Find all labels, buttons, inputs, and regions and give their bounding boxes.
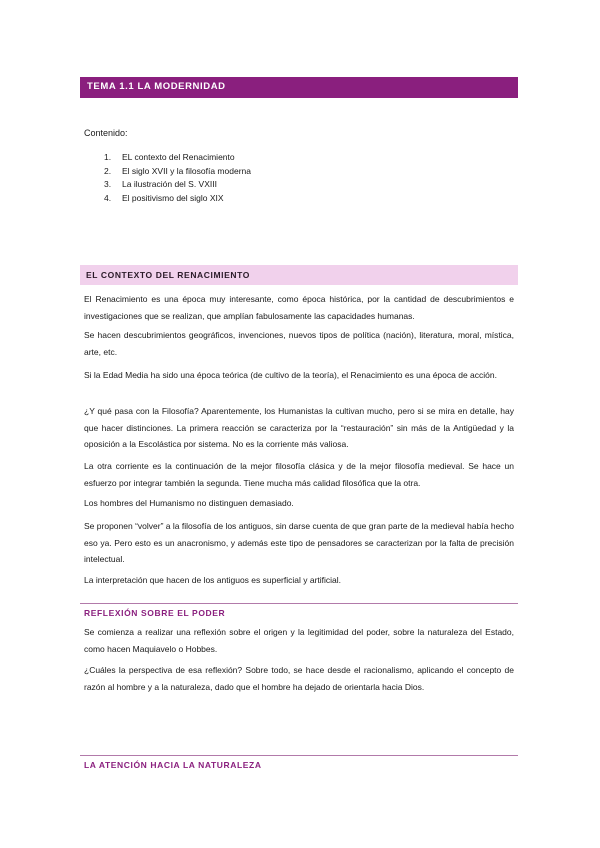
paragraph: La otra corriente es la continuación de la mejor filosofía clásica y de la mejor filosofía medieval. Se hace un esfuerzo por integrar también la segunda. Tiene mucha más calidad filosófica que la otra. (84, 461, 514, 488)
paragraph: Si la Edad Media ha sido una época teórica (de cultivo de la teoría), el Renacimiento es una época de acción. (84, 370, 497, 380)
toc-item-text: EL contexto del Renacimiento (122, 152, 235, 162)
paragraph: ¿Y qué pasa con la Filosofía? Aparentemente, los Humanistas la cultivan mucho, pero si se mira en detalle, hay que hacer distinciones. La primera reacción se caracteriza por la “restauración” sin más de la Antigüedad y la oposición a la Escolástica por sistema. No es la corriente más valiosa. (84, 406, 514, 449)
toc-item-number: 3. (104, 179, 112, 189)
toc-item-number: 1. (104, 152, 112, 162)
paragraph: El Renacimiento es una época muy interesante, como época histórica, por la cantidad de descubrimientos e investigaciones que se realizan, que amplían fabulosamente las capacidades humanas. (84, 294, 514, 321)
toc-item-text: El siglo XVII y la filosofía moderna (122, 165, 251, 176)
tema-title: TEMA 1.1 LA MODERNIDAD (87, 81, 226, 92)
toc-item (104, 178, 251, 192)
toc-item (104, 151, 251, 165)
paragraph: Se comienza a realizar una reflexión sobre el origen y la legitimidad del poder, sobre la naturaleza del Estado, como hacen Maquiavelo o Hobbes. (84, 627, 514, 654)
toc-item-number: 2. (104, 165, 112, 176)
toc-item (104, 192, 251, 206)
paragraph: ¿Cuáles la perspectiva de esa reflexión? Sobre todo, se hace desde el racionalismo, aplicando el concepto de razón al hombre y a la naturaleza, dado que el hombre ha dejado de orientarla hacia Dios. (84, 665, 514, 692)
toc-item-text: El positivismo del siglo XIX (122, 192, 224, 203)
paragraph: Se proponen “volver” a la filosofía de los antiguos, sin darse cuenta de que gran parte de la medieval había hecho eso ya. Pero esto es un anacronismo, y además este tipo de pensadores se caracterizan por la falta de precisión intelectual. (84, 521, 514, 564)
section-divider (80, 755, 518, 756)
contenido-label: Contenido: (84, 128, 128, 138)
tema-banner (80, 77, 518, 98)
toc-item (104, 165, 251, 179)
paragraph: Se hacen descubrimientos geográficos, invenciones, nuevos tipos de política (nación), literatura, moral, mística, arte, etc. (84, 330, 514, 357)
paragraph: La interpretación que hacen de los antiguos es superficial y artificial. (84, 575, 342, 585)
section-title: EL CONTEXTO DEL RENACIMIENTO (86, 270, 250, 280)
paragraph: Los hombres del Humanismo no distinguen demasiado. (84, 498, 294, 508)
table-of-contents (104, 151, 251, 205)
section-title-naturaleza: LA ATENCIÓN HACIA LA NATURALEZA (84, 760, 262, 770)
toc-item-number: 4. (104, 192, 112, 203)
section-divider (80, 603, 518, 604)
toc-item-text: La ilustración del S. VXIII (122, 179, 217, 189)
section-heading-renacimiento (80, 265, 518, 285)
section-title-poder: REFLEXIÓN SOBRE EL PODER (84, 608, 226, 618)
